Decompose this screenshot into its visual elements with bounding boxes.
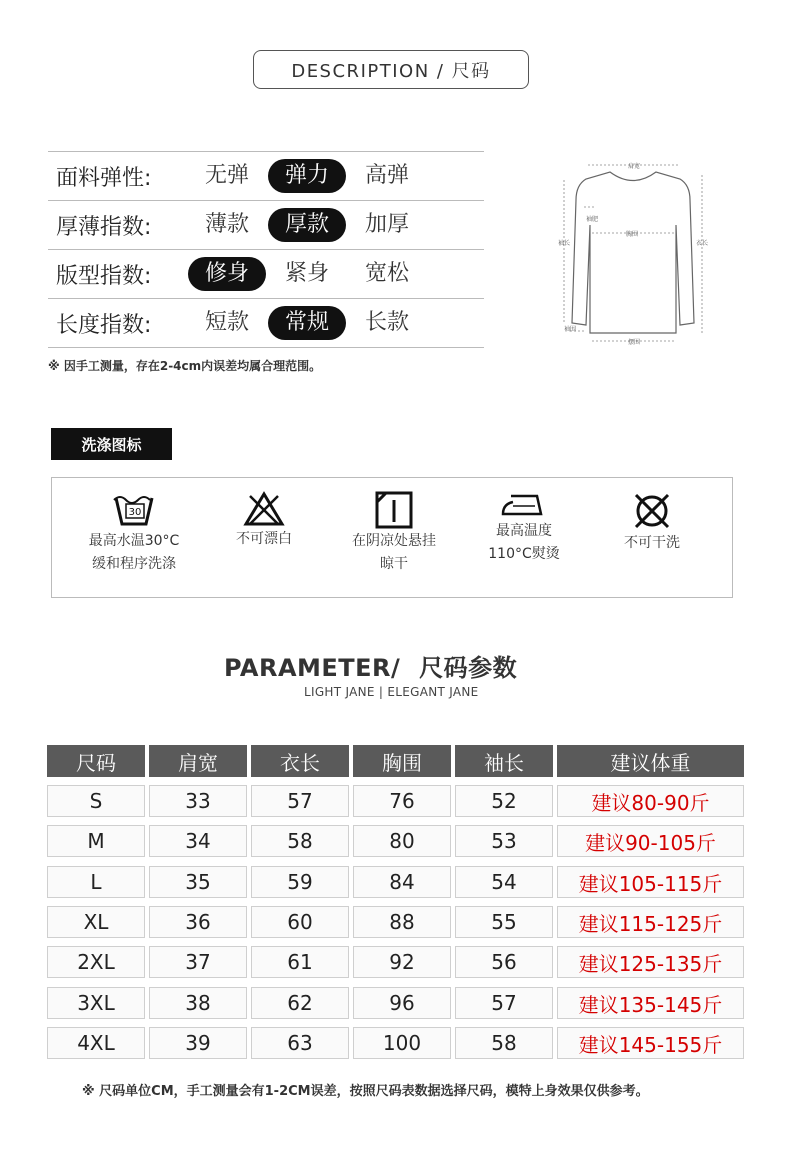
size-table-header-cell: 袖长 (455, 745, 553, 777)
attribute-option-selected: 常规 (268, 306, 346, 340)
description-title: DESCRIPTION / 尺码 (253, 50, 529, 89)
diagram-label: 袖长 (558, 240, 571, 247)
wash-text: 在阴凉处悬挂 (352, 533, 436, 549)
size-table-cell: 96 (353, 987, 451, 1019)
size-table-weight-cell: 建议115-125斤 (557, 906, 744, 938)
attribute-option: 加厚 (364, 212, 409, 237)
garment-measurement-diagram (548, 155, 718, 350)
size-table-cell: 100 (353, 1027, 451, 1059)
attribute-option: 宽松 (364, 261, 409, 286)
wash-text: 最高温度 (496, 523, 552, 539)
attribute-label: 厚薄指数: (56, 214, 152, 240)
size-table-cell: L (47, 866, 145, 898)
size-table-cell: 4XL (47, 1027, 145, 1059)
attribute-option-selected: 修身 (188, 257, 266, 291)
wash-text: 不可漂白 (236, 531, 292, 547)
size-table-header-cell: 建议体重 (557, 745, 744, 777)
wash-care-title: 洗涤图标 (51, 428, 172, 460)
wash-text: 最高水温30°C (88, 533, 180, 549)
size-table-cell: 76 (353, 785, 451, 817)
parameter-subtitle: LIGHT JANE | ELEGANT JANE (304, 685, 479, 699)
attribute-label: 长度指数: (56, 312, 152, 338)
size-table-cell: 54 (455, 866, 553, 898)
attribute-row-elasticity (48, 151, 484, 200)
size-table-cell: 2XL (47, 946, 145, 978)
size-table-cell: 63 (251, 1027, 349, 1059)
size-table-cell: 60 (251, 906, 349, 938)
size-table-weight-cell: 建议125-135斤 (557, 946, 744, 978)
diagram-label: 衣长 (696, 240, 709, 247)
diagram-label: 肩宽 (628, 163, 641, 170)
size-table-cell: 57 (251, 785, 349, 817)
size-table-header-cell: 肩宽 (149, 745, 247, 777)
attribute-option-selected: 厚款 (268, 208, 346, 242)
wash-text: 不可干洗 (624, 535, 680, 551)
wash-text: 缓和程序洗涤 (92, 556, 176, 572)
attribute-row-length (48, 298, 484, 348)
size-table-header-cell: 胸围 (353, 745, 451, 777)
measurement-note: ※ 因手工测量，存在2-4cm内误差均属合理范围。 (48, 359, 322, 373)
size-table-cell: 55 (455, 906, 553, 938)
wash-30-icon (112, 490, 156, 530)
size-table-cell: 56 (455, 946, 553, 978)
wash-care-panel (51, 477, 733, 598)
size-table-header-cell: 尺码 (47, 745, 145, 777)
size-table-cell: 61 (251, 946, 349, 978)
attribute-label: 版型指数: (56, 263, 152, 289)
wash-text: 晾干 (380, 556, 408, 572)
wash-item (464, 490, 584, 566)
wash-text: 110°C熨烫 (488, 546, 560, 562)
size-table-cell: 58 (251, 825, 349, 857)
attribute-option: 紧身 (284, 261, 329, 286)
attribute-row-thickness (48, 200, 484, 249)
size-table-cell: 62 (251, 987, 349, 1019)
attribute-label: 面料弹性: (56, 165, 152, 191)
size-table-cell: M (47, 825, 145, 857)
size-table-cell: 3XL (47, 987, 145, 1019)
size-table-cell: 92 (353, 946, 451, 978)
diagram-label: 袖围 (564, 326, 577, 333)
wash-temp-label: 30 (128, 507, 142, 518)
size-table-weight-cell: 建议135-145斤 (557, 987, 744, 1019)
diagram-label: 胸围 (626, 231, 639, 238)
size-table-cell: 34 (149, 825, 247, 857)
size-table-cell: 88 (353, 906, 451, 938)
size-table-cell: 39 (149, 1027, 247, 1059)
size-table-weight-cell: 建议105-115斤 (557, 866, 744, 898)
size-table-cell: 38 (149, 987, 247, 1019)
size-table-cell: 84 (353, 866, 451, 898)
attribute-option: 薄款 (204, 212, 249, 237)
size-table-cell: 36 (149, 906, 247, 938)
parameter-title (224, 648, 517, 683)
diagram-label: 袖肥 (586, 216, 599, 223)
attribute-option: 高弹 (364, 163, 409, 188)
attribute-row-fit (48, 249, 484, 298)
size-table-cell: 53 (455, 825, 553, 857)
no-bleach-icon (242, 490, 286, 528)
diagram-label: 摆围 (628, 339, 641, 346)
wash-item (334, 490, 454, 576)
attribute-option-selected: 弹力 (268, 159, 346, 193)
size-table-cell: 35 (149, 866, 247, 898)
iron-icon (499, 490, 549, 520)
size-table-cell: 57 (455, 987, 553, 1019)
size-table-weight-cell: 建议90-105斤 (557, 825, 744, 857)
size-table-weight-cell: 建议80-90斤 (557, 785, 744, 817)
size-table-cell: 37 (149, 946, 247, 978)
size-table-cell: S (47, 785, 145, 817)
size-table-cell: 59 (251, 866, 349, 898)
parameter-title-en: PARAMETER/ (224, 654, 401, 682)
wash-item (204, 490, 324, 551)
shade-dry-icon (374, 490, 414, 530)
parameter-title-cn: 尺码参数 (419, 654, 518, 682)
attribute-option: 无弹 (204, 163, 249, 188)
footer-note: ※ 尺码单位CM，手工测量会有1-2CM误差，按照尺码表数据选择尺码，模特上身效果仅供参考。 (82, 1084, 649, 1099)
size-table-cell: 80 (353, 825, 451, 857)
size-table-weight-cell: 建议145-155斤 (557, 1027, 744, 1059)
no-dry-clean-icon (631, 490, 673, 532)
size-table-cell: XL (47, 906, 145, 938)
attribute-option: 短款 (204, 310, 249, 335)
size-table-cell: 58 (455, 1027, 553, 1059)
size-table-header-cell: 衣长 (251, 745, 349, 777)
size-table-cell: 33 (149, 785, 247, 817)
attribute-option: 长款 (364, 310, 409, 335)
size-table-cell: 52 (455, 785, 553, 817)
wash-item (592, 490, 712, 555)
wash-item (74, 490, 194, 576)
